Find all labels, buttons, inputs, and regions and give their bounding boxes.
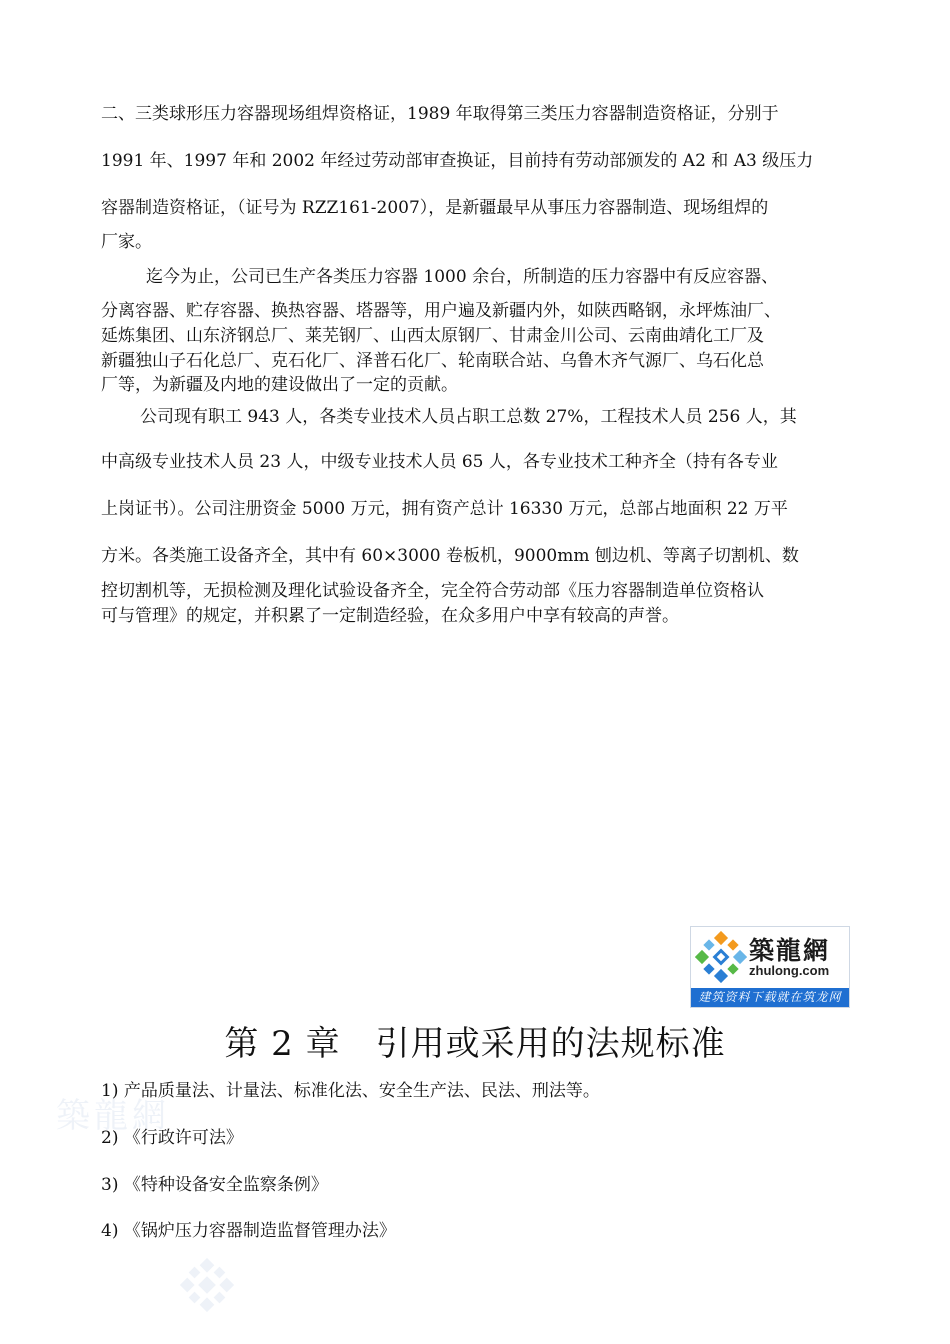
zhulong-snowflake-icon xyxy=(695,931,747,983)
body-line-15: 可与管理》的规定，并积累了一定制造经验，在众多用户中享有较高的声誉。 xyxy=(101,606,679,626)
logo-slogan: 建筑资料下载就在筑龙网 xyxy=(691,988,849,1007)
list-item-1: 1) 产品质量法、计量法、标准化法、安全生产法、民法、刑法等。 xyxy=(101,1081,600,1101)
body-line-1: 二、三类球形压力容器现场组焊资格证，1989 年取得第三类压力容器制造资格证，分别于 xyxy=(101,104,779,124)
body-line-13: 方米。各类施工设备齐全，其中有 60×3000 卷板机，9000mm 刨边机、等离子切割机、数 xyxy=(101,546,799,566)
watermark-text: 築龍網 xyxy=(56,1096,170,1136)
body-line-2: 1991 年、1997 年和 2002 年经过劳动部审查换证，目前持有劳动部颁发的 A2 和 A3 级压力 xyxy=(101,151,814,171)
watermark-snowflake-icon xyxy=(180,1258,234,1312)
list-item-3: 3) 《特种设备安全监察条例》 xyxy=(101,1175,328,1195)
body-line-12: 上岗证书）。公司注册资金 5000 万元，拥有资产总计 16330 万元，总部占地面积 22 万平 xyxy=(101,499,788,519)
body-line-6: 分离容器、贮存容器、换热容器、塔器等，用户遍及新疆内外，如陕西略钢，永坪炼油厂、 xyxy=(101,301,781,321)
body-line-4: 厂家。 xyxy=(101,232,152,252)
list-item-4: 4) 《锅炉压力容器制造监督管理办法》 xyxy=(101,1221,396,1241)
list-item-2: 2) 《行政许可法》 xyxy=(101,1128,243,1148)
body-line-5: 迄今为止，公司已生产各类压力容器 1000 余台，所制造的压力容器中有反应容器、 xyxy=(146,267,779,287)
logo-domain: zhulong.com xyxy=(749,963,830,978)
body-line-14: 控切割机等，无损检测及理化试验设备齐全，完全符合劳动部《压力容器制造单位资格认 xyxy=(101,581,764,601)
body-line-9: 厂等，为新疆及内地的建设做出了一定的贡献。 xyxy=(101,375,458,395)
body-line-11: 中高级专业技术人员 23 人，中级专业技术人员 65 人，各专业技术工种齐全（持有各专业 xyxy=(101,452,778,472)
body-line-7: 延炼集团、山东济钢总厂、莱芜钢厂、山西太原钢厂、甘肃金川公司、云南曲靖化工厂及 xyxy=(101,326,764,346)
body-line-10: 公司现有职工 943 人，各类专业技术人员占职工总数 27%，工程技术人员 256 人，其 xyxy=(140,407,797,427)
logo-name-cn: 築龍網 xyxy=(749,936,831,965)
zhulong-logo xyxy=(690,926,850,1008)
body-line-8: 新疆独山子石化总厂、克石化厂、泽普石化厂、轮南联合站、乌鲁木齐气源厂、乌石化总 xyxy=(101,351,764,371)
body-line-3: 容器制造资格证，（证号为 RZZ161-2007），是新疆最早从事压力容器制造、现场组焊的 xyxy=(101,198,769,218)
chapter-title: 第 2 章 引用或采用的法规标准 xyxy=(224,1024,726,1064)
